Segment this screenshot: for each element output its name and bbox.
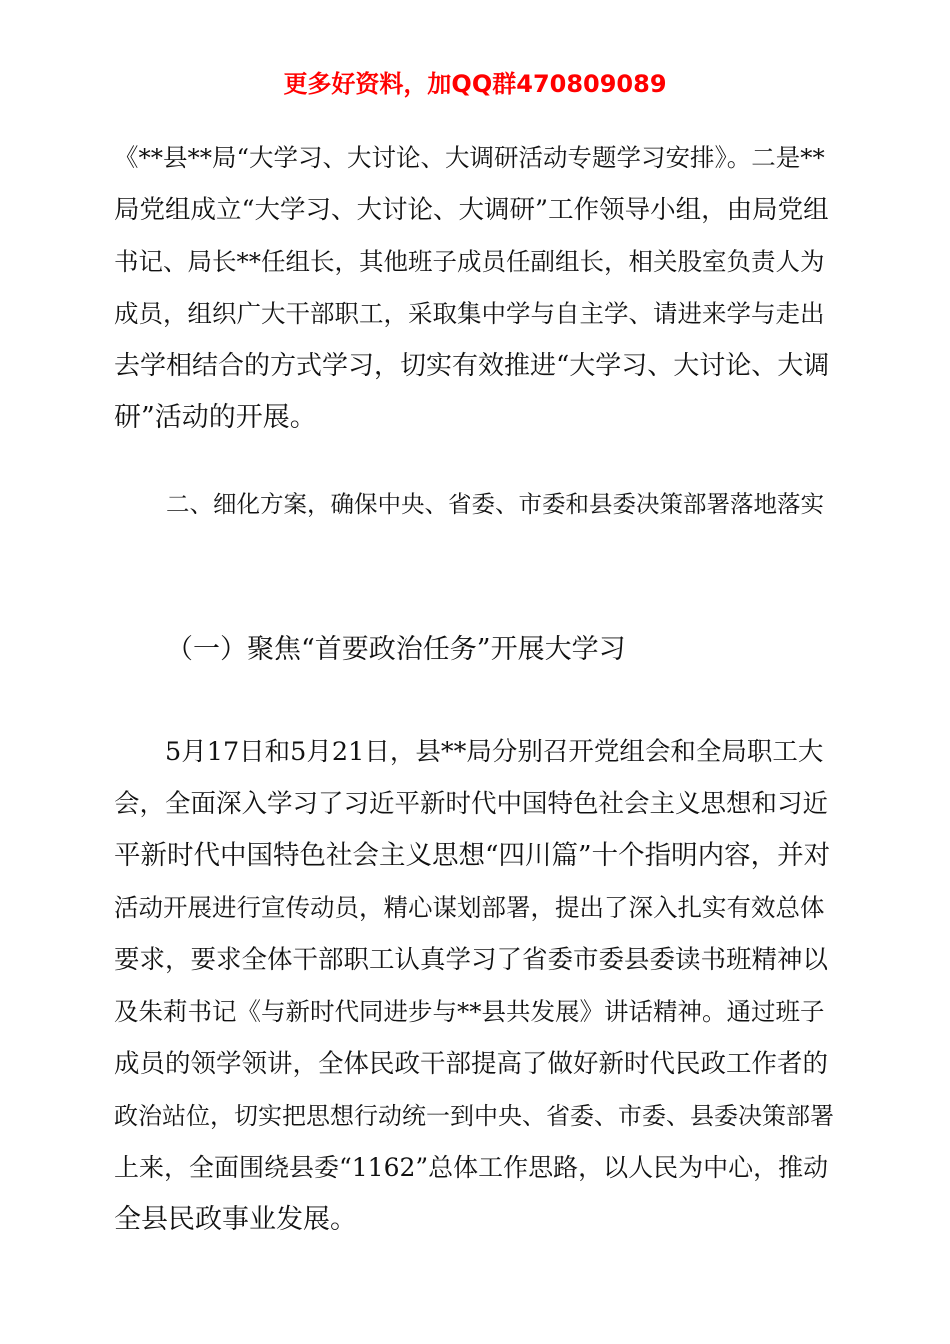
paragraph-line: 政治站位，切实把思想行动统一到中央、省委、市委、县委决策部署 [114,1102,834,1130]
paragraph-line: 研”活动的开展。 [114,402,317,433]
subsection-heading: （一）聚焦“首要政治任务”开展大学习 [166,634,626,665]
paragraph-line: 《**县**局“大学习、大讨论、大调研活动专题学习安排》。二是** [114,143,825,172]
paragraph-line: 全县民政事业发展。 [114,1204,357,1235]
paragraph-line: 成员，组织广大干部职工，采取集中学与自主学、请进来学与走出 [114,299,825,328]
paragraph-line: 书记、局长**任组长，其他班子成员任副组长，相关股室负责人为 [114,247,825,276]
paragraph-line: 及朱莉书记《与新时代同进步与**县共发展》讲话精神。通过班子 [114,997,825,1026]
paragraph-line: 上来，全面围绕县委“1162”总体工作思路，以人民为中心，推动 [114,1153,829,1182]
promo-banner: 更多好资料，加QQ群470809089 [283,70,667,98]
paragraph-line: 成员的领学领讲，全体民政干部提高了做好新时代民政工作者的 [114,1049,829,1079]
paragraph-line: 活动开展进行宣传动员，精心谋划部署，提出了深入扎实有效总体 [114,893,825,922]
paragraph-line: 局党组成立“大学习、大讨论、大调研”工作领导小组，由局党组 [114,195,829,225]
paragraph-line: 要求，要求全体干部职工认真学习了省委市委县委读书班精神以 [114,945,829,975]
section-heading: 二、细化方案，确保中央、省委、市委和县委决策部署落地落实 [166,490,824,518]
paragraph-line: 会，全面深入学习了习近平新时代中国特色社会主义思想和习近 [114,789,829,819]
paragraph-line: 平新时代中国特色社会主义思想“四川篇”十个指明内容，并对 [114,840,831,871]
paragraph-line: 去学相结合的方式学习，切实有效推进“大学习、大讨论、大调 [114,351,830,381]
paragraph-line: 5月17日和5月21日，县**局分别召开党组会和全局职工大 [114,737,824,767]
